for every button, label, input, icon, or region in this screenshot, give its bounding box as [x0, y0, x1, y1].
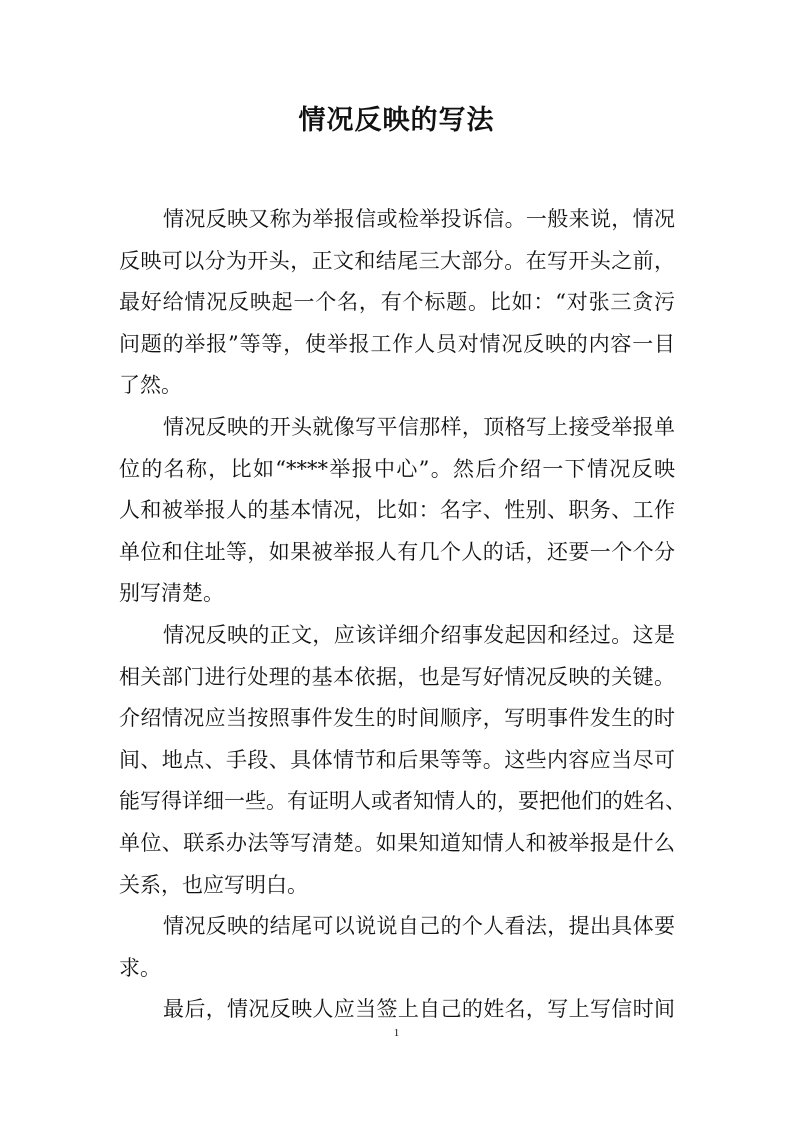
text-line: 最后，情况反映人应当签上自己的姓名，写上写信时间 — [163, 997, 675, 1022]
text-line: 关系，也应写明白。 — [119, 872, 308, 897]
text-line: 单位和住址等，如果被举报人有几个人的话，还要一个个分 — [119, 539, 675, 564]
text-line: 别写清楚。 — [119, 581, 224, 606]
text-line: 单位、联系办法等写清楚。如果知道知情人和被举报是什么 — [119, 830, 675, 855]
paragraph — [119, 989, 675, 1031]
text-line: 情况反映的结尾可以说说自己的个人看法，提出具体要 — [163, 914, 675, 939]
paragraph — [119, 615, 686, 906]
text-line: 最好给情况反映起一个名，有个标题。比如：“对张三贪污 — [119, 290, 675, 315]
text-line: 了然。 — [119, 373, 182, 398]
document-title: 情况反映的写法 — [298, 105, 495, 136]
text-line: 能写得详细一些。有证明人或者知情人的，要把他们的姓名、 — [119, 789, 686, 814]
text-line: 相关部门进行处理的基本依据，也是写好情况反映的关键。 — [119, 664, 675, 689]
text-line: 反映可以分为开头，正文和结尾三大部分。在写开头之前， — [119, 248, 675, 273]
text-line: 问题的举报”等等，使举报工作人员对情况反映的内容一目 — [119, 331, 675, 356]
text-line: 情况反映又称为举报信或检举投诉信。一般来说，情况 — [163, 207, 675, 231]
text-line: 位的名称，比如“****举报中心”。然后介绍一下情况反映 — [119, 456, 675, 481]
paragraph — [119, 906, 675, 989]
page-number: 1 — [393, 1027, 400, 1039]
paragraph — [119, 199, 675, 407]
text-line: 介绍情况应当按照事件发生的时间顺序，写明事件发生的时 — [119, 706, 675, 731]
text-line: 求。 — [119, 955, 161, 980]
text-line: 情况反映的开头就像写平信那样，顶格写上接受举报单 — [163, 414, 675, 439]
text-line: 间、地点、手段、具体情节和后果等等。这些内容应当尽可 — [119, 747, 675, 772]
paragraph — [119, 407, 675, 615]
document-body — [119, 199, 686, 1031]
text-line: 人和被举报人的基本情况，比如：名字、性别、职务、工作 — [119, 498, 675, 523]
text-line: 情况反映的正文，应该详细介绍事发起因和经过。这是 — [163, 622, 675, 647]
